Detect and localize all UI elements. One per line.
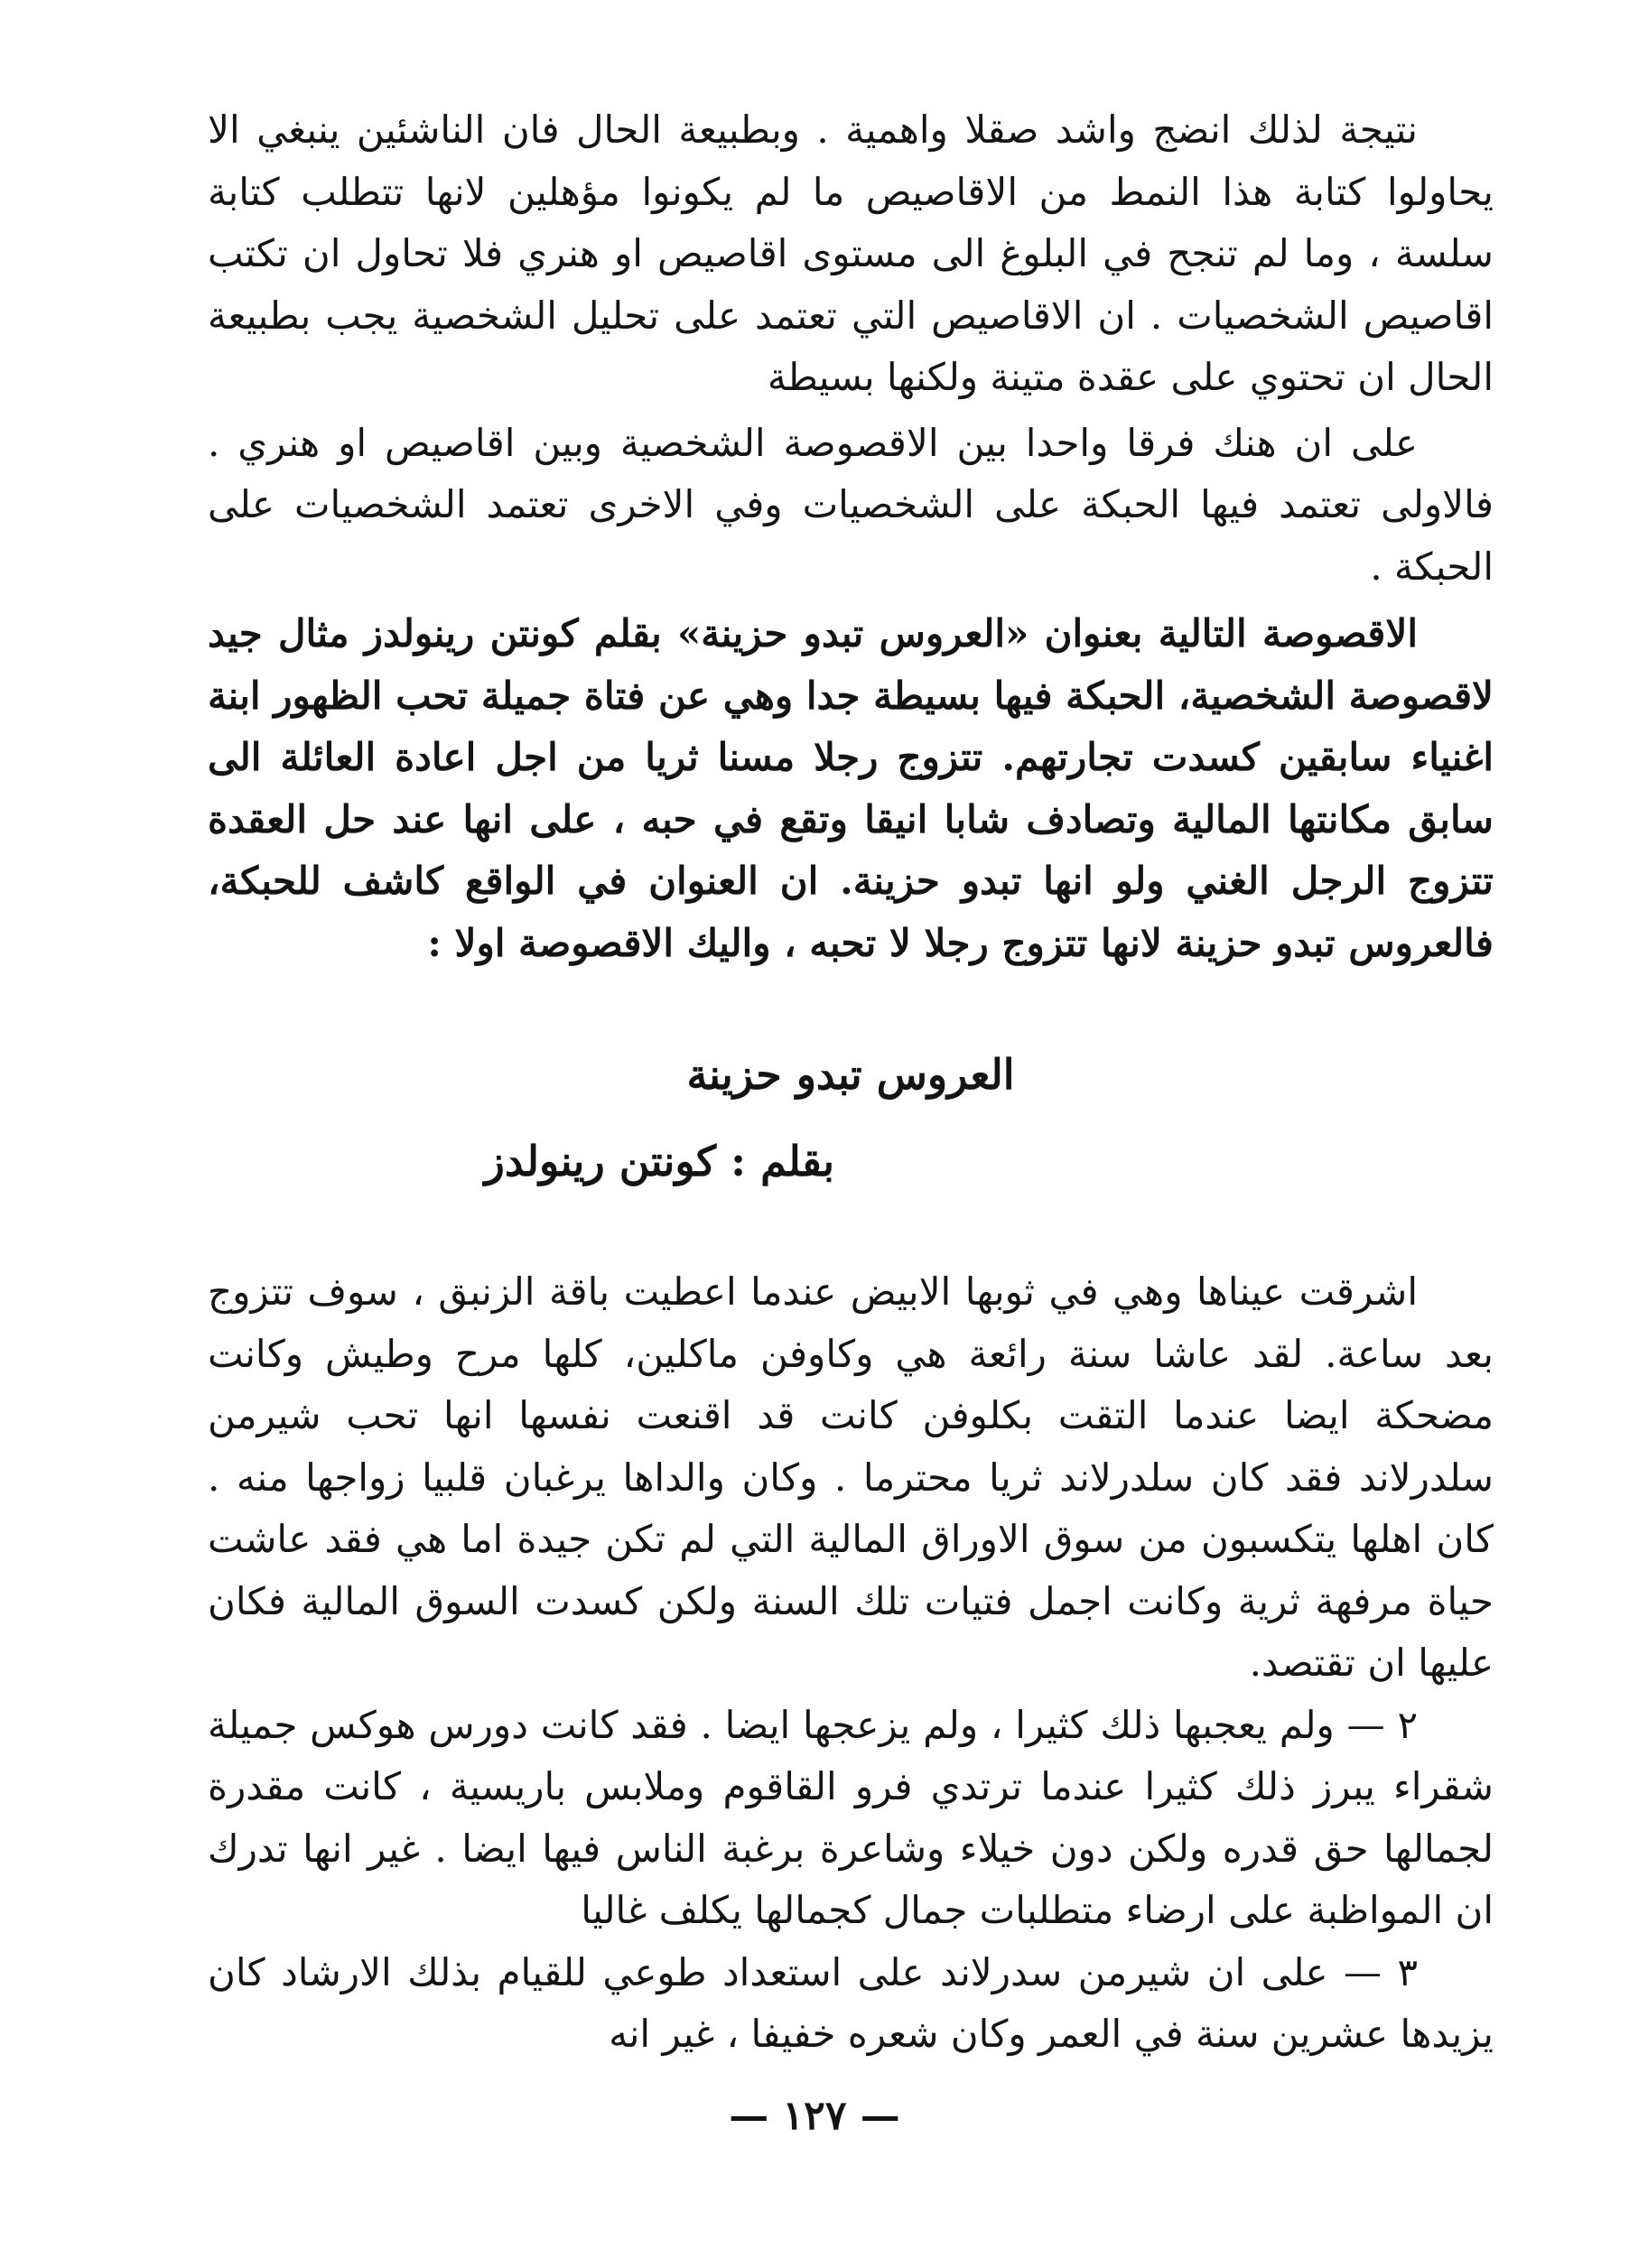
intro-paragraph-2: على ان هنك فرقا واحدا بين الاقصوصة الشخصية وبين اقاصيص او هنري . فالاولى تعتمد فيها الحبكة على الشخصيات وفي الاخرى تعتمد الشخصيات على الحبكة . <box>208 420 1494 589</box>
page-number: — ١٢٧ — <box>729 2093 900 2139</box>
story-byline: بقلم : كونتن رينولدز <box>484 1137 834 1185</box>
story-title: العروس تبدو حزينة <box>686 1050 1015 1099</box>
intro-paragraph-1: نتيجة لذلك انضج واشد صقلا واهمية . وبطبيعة الحال فان الناشئين ينبغي الا يحاولوا كتابة هذا النمط من الاقاصيص ما لم يكونوا مؤهلين لانها تتطلب كتابة سلسة ، وما لم تنجح في البلوغ الى مستوى اقاصيص او هنري فلا تحاول ان تكتب اقاصيص الشخصيات . ان الاقاصيص التي تعتمد على تحليل الشخصية يجب بطبيعة الحال ان تحتوي على عقدة متينة ولكنها بسيطة <box>208 107 1494 399</box>
story-paragraph-3: ٣ — على ان شيرمن سدرلاند على استعداد طوعي للقيام بذلك الارشاد كان يزيدها عشرين سنة في العمر وكان شعره خفيفا ، غير انه <box>208 1949 1494 2056</box>
story-paragraph-1: اشرقت عيناها وهي في ثوبها الابيض عندما اعطيت باقة الزنبق ، سوف تتزوج بعد ساعة. لقد عاشا سنة رائعة هي وكاوفن ماكلين، كلها مرح وطيش وكانت مضحكة ايضا عندما التقت بكلوفن كانت قد اقنعت نفسها انها تحب شيرمن سلدرلاند فقد كان سلدرلاند ثريا محترما . وكان والداها يرغبان قلبيا زواجها منه . كان اهلها يتكسبون من سوق الاوراق المالية التي لم تكن جيدة اما هي فقد عاشت حياة مرفهة ثرية وكانت اجمل فتيات تلك السنة ولكن كسدت السوق المالية فكان عليها ان تقتصد. <box>208 1269 1494 1685</box>
story-paragraph-2: ٢ — ولم يعجبها ذلك كثيرا ، ولم يزعجها ايضا . فقد كانت دورس هوكس جميلة شقراء يبرز ذلك كثيرا عندما ترتدي فرو القاقوم وملابس باريسية ، كانت مقدرة لجمالها حق قدره ولكن دون خيلاء وشاعرة برغبة الناس فيها ايضا . غير انها تدرك ان المواظبة على ارضاء متطلبات جمال كجمالها يكلف غاليا <box>208 1702 1494 1932</box>
intro-paragraph-3: الاقصوصة التالية بعنوان «العروس تبدو حزينة» بقلم كونتن رينولدز مثال جيد لاقصوصة الشخصية، الحبكة فيها بسيطة جدا وهي عن فتاة جميلة تحب الظهور ابنة اغنياء سابقين كسدت تجارتهم. تتزوج رجلا مسنا ثريا من اجل اعادة العائلة الى سابق مكانتها المالية وتصادف شابا انيقا وتقع في حبه ، على انها عند حل العقدة تتزوج الرجل الغني ولو انها تبدو حزينة. ان العنوان في الواقع كاشف للحبكة، فالعروس تبدو حزينة لانها تتزوج رجلا لا تحبه ، واليك الاقصوصة اولا : <box>208 611 1494 965</box>
